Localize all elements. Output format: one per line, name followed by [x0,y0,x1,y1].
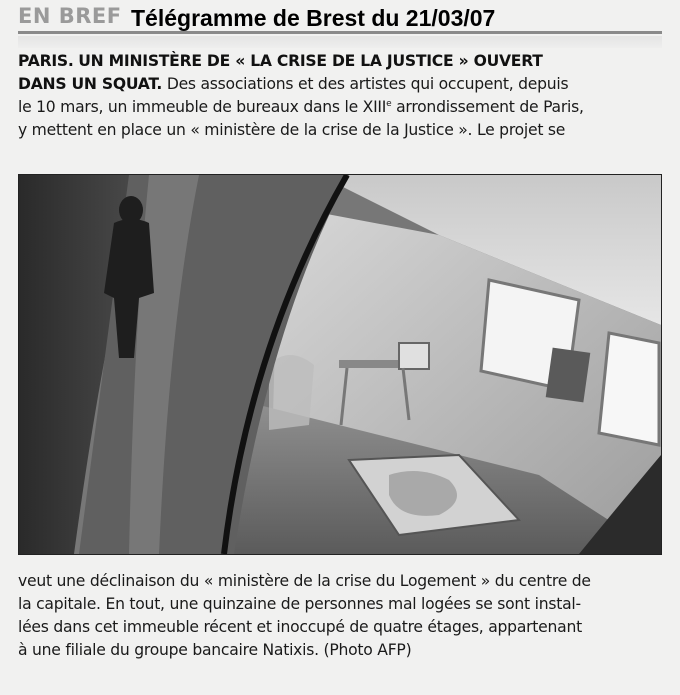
body-line-5: veut une déclinaison du « ministère de la crise du Logement » du centre de [18,572,591,590]
kicker: PARIS. [18,52,74,70]
headline-part-2: DANS UN SQUAT. [18,75,163,93]
headline-part-1: UN MINISTÈRE DE « LA CRISE DE LA JUSTICE » OUVERT [78,52,543,70]
squat-room-photo [19,175,661,554]
body-line-8: à une filiale du groupe bancaire Natixis. (Photo AFP) [18,641,412,659]
article-intro [18,50,662,142]
headline-line-2 [18,73,662,96]
body-line-7: lées dans cet immeuble récent et inoccupé de quatre étages, appartenant [18,618,582,636]
body-line-3 [18,96,662,119]
source-label: Télégramme de Brest du 21/03/07 [131,5,496,31]
lead-part: Des associations et des artistes qui occupent, depuis [166,75,569,93]
rubric-label: EN BREF [18,4,122,28]
header [18,2,662,32]
headline-line-1 [18,50,662,73]
article-continuation [18,570,662,662]
body-line-6: la capitale. En tout, une quinzaine de personnes mal logées se sont instal- [18,595,581,613]
article-photo [18,174,662,555]
body-line-4: y mettent en place un « ministère de la crise de la Justice ». Le projet se [18,121,566,139]
bleed-through [18,36,662,48]
header-rule [18,31,662,34]
line3-a: le 10 mars, un immeuble de bureaux dans le XIII [18,98,387,116]
line3-b: arrondissement de Paris, [391,98,584,116]
line3-sup: e [386,99,392,109]
